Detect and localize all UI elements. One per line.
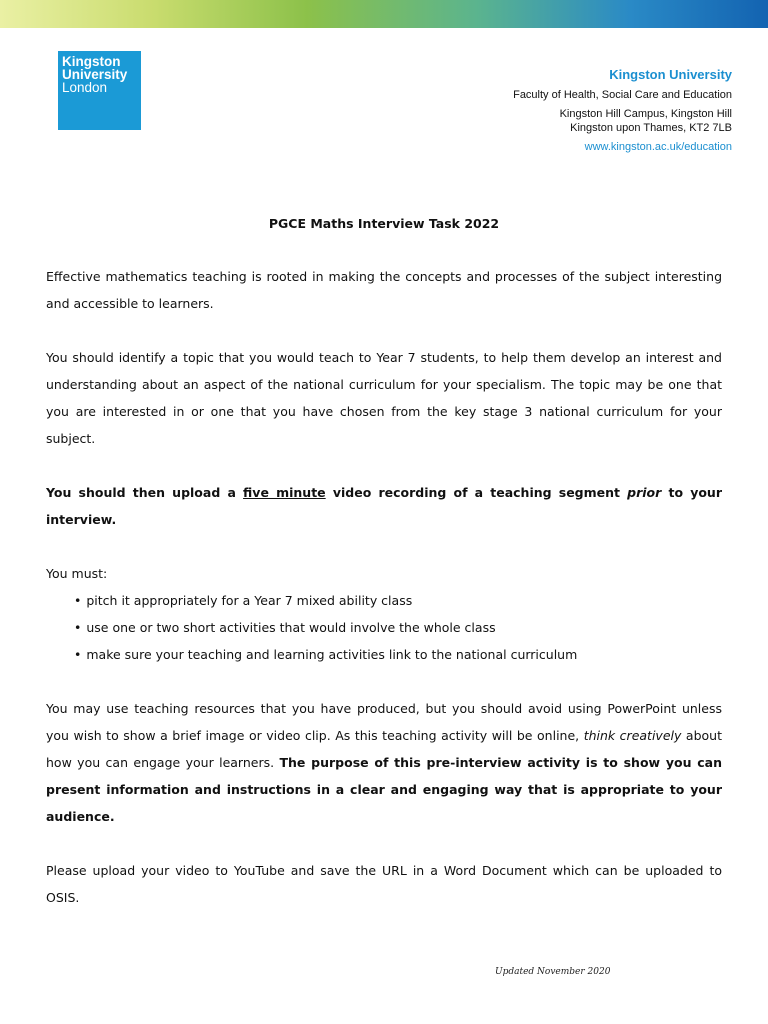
bullet-icon: • bbox=[74, 593, 82, 608]
resources-text-pre: You may use teaching resources that you have produced, but you should avoid using PowerPoint unless you wish to show a brief image or video clip. As this teaching activity will be online, bbox=[46, 701, 722, 743]
requirements-list bbox=[46, 587, 722, 668]
faculty-name: Faculty of Health, Social Care and Education bbox=[513, 89, 732, 101]
address-line-1: Kingston Hill Campus, Kingston Hill bbox=[559, 108, 732, 120]
address-line-2: Kingston upon Thames, KT2 7LB bbox=[570, 122, 732, 134]
bullet-icon: • bbox=[74, 647, 82, 662]
upload-text-pre: You should then upload a bbox=[46, 485, 244, 500]
address-block bbox=[513, 68, 732, 154]
paragraph-intro: Effective mathematics teaching is rooted in making the concepts and processes of the subject interesting and accessible to learners. bbox=[46, 269, 722, 311]
logo-line-1: Kingston bbox=[62, 54, 121, 69]
must-label: You must: bbox=[46, 566, 108, 581]
resources-text-mid: about how you can engage your learners. bbox=[46, 728, 722, 770]
list-item-text: pitch it appropriately for a Year 7 mixed ability class bbox=[86, 593, 413, 608]
header-gradient-bar bbox=[0, 0, 768, 28]
list-item bbox=[74, 641, 722, 668]
upload-text-mid: video recording of a teaching segment bbox=[325, 485, 628, 500]
logo-line-3: London bbox=[62, 80, 108, 95]
university-name: Kingston University bbox=[609, 67, 732, 82]
university-logo bbox=[58, 51, 141, 130]
paragraph-submission: Please upload your video to YouTube and save the URL in a Word Document which can be uploaded to OSIS. bbox=[46, 863, 722, 905]
document-title: PGCE Maths Interview Task 2022 bbox=[268, 216, 500, 231]
resources-text-bold: The purpose of this pre-interview activity is to show you can present information and instructions in a clear and engaging way that is appropriate to your audience. bbox=[46, 755, 722, 824]
list-item-text: use one or two short activities that would involve the whole class bbox=[86, 620, 496, 635]
website-link[interactable]: www.kingston.ac.uk/education bbox=[584, 141, 732, 153]
upload-text-italic: prior bbox=[627, 485, 662, 500]
document-body bbox=[46, 263, 722, 938]
paragraph-topic: You should identify a topic that you would teach to Year 7 students, to help them develop an interest and understanding about an aspect of the national curriculum for your specialism. The topic may be one that you are interested in or one that you have chosen from the key stage 3 national curriculum for your subject. bbox=[46, 350, 722, 446]
upload-text-underlined: five minute bbox=[243, 485, 326, 500]
list-item bbox=[74, 614, 722, 641]
resources-text-italic: think creatively bbox=[583, 728, 682, 743]
paragraph-resources bbox=[46, 695, 722, 830]
logo-line-2: University bbox=[62, 67, 128, 82]
bullet-icon: • bbox=[74, 620, 82, 635]
paragraph-upload bbox=[46, 479, 722, 533]
list-item-text: make sure your teaching and learning activities link to the national curriculum bbox=[86, 647, 578, 662]
updated-date: Updated November 2020 bbox=[495, 967, 611, 977]
upload-text-post: to your interview. bbox=[46, 485, 722, 527]
list-item bbox=[74, 587, 722, 614]
